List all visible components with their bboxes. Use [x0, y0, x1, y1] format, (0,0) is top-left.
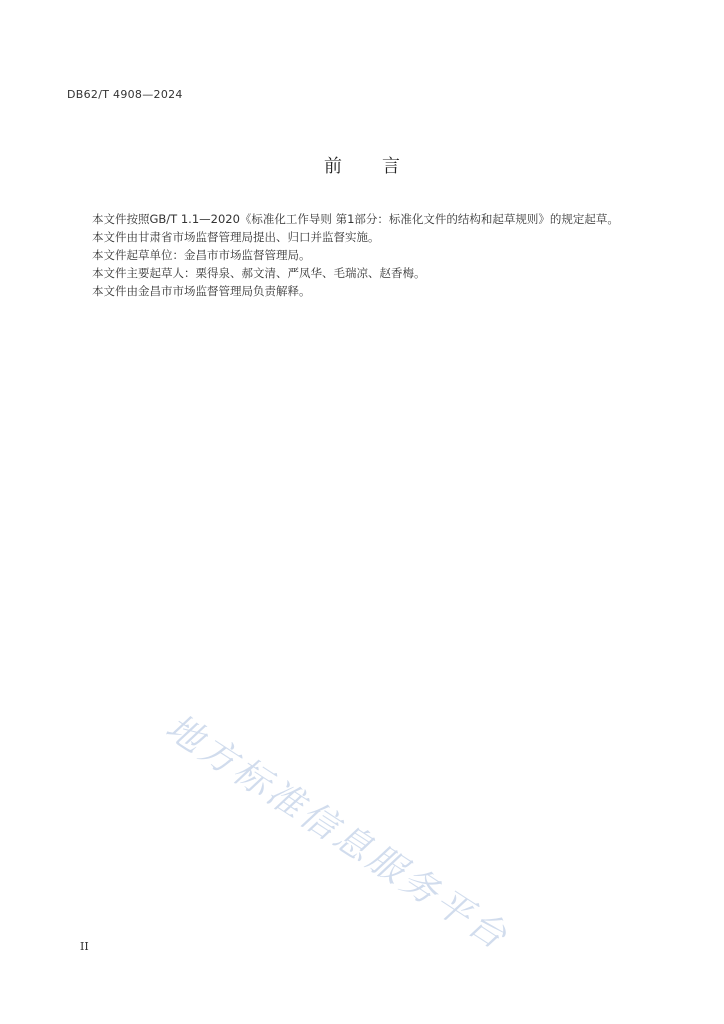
paragraph-interpretation: 本文件由金昌市市场监督管理局负责解释。 — [92, 284, 311, 298]
page-title: 前言 — [324, 156, 440, 177]
document-code: DB62/T 4908—2024 — [67, 88, 183, 101]
page-number: II — [80, 940, 89, 953]
preface-body — [67, 210, 647, 300]
paragraph-proposer: 本文件由甘肃省市场监督管理局提出、归口并监督实施。 — [92, 230, 380, 244]
paragraph-drafters: 本文件主要起草人：栗得泉、郝文清、严凤华、毛瑞凉、赵香梅。 — [92, 266, 426, 280]
paragraph-drafting-unit: 本文件起草单位：金昌市市场监督管理局。 — [92, 248, 311, 262]
watermark: 地方标准信息服务平台 — [158, 706, 517, 959]
paragraph-drafting-rules: 本文件按照GB/T 1.1—2020《标准化工作导则 第1部分：标准化文件的结构和起草规则》的规定起草。 — [92, 212, 619, 226]
